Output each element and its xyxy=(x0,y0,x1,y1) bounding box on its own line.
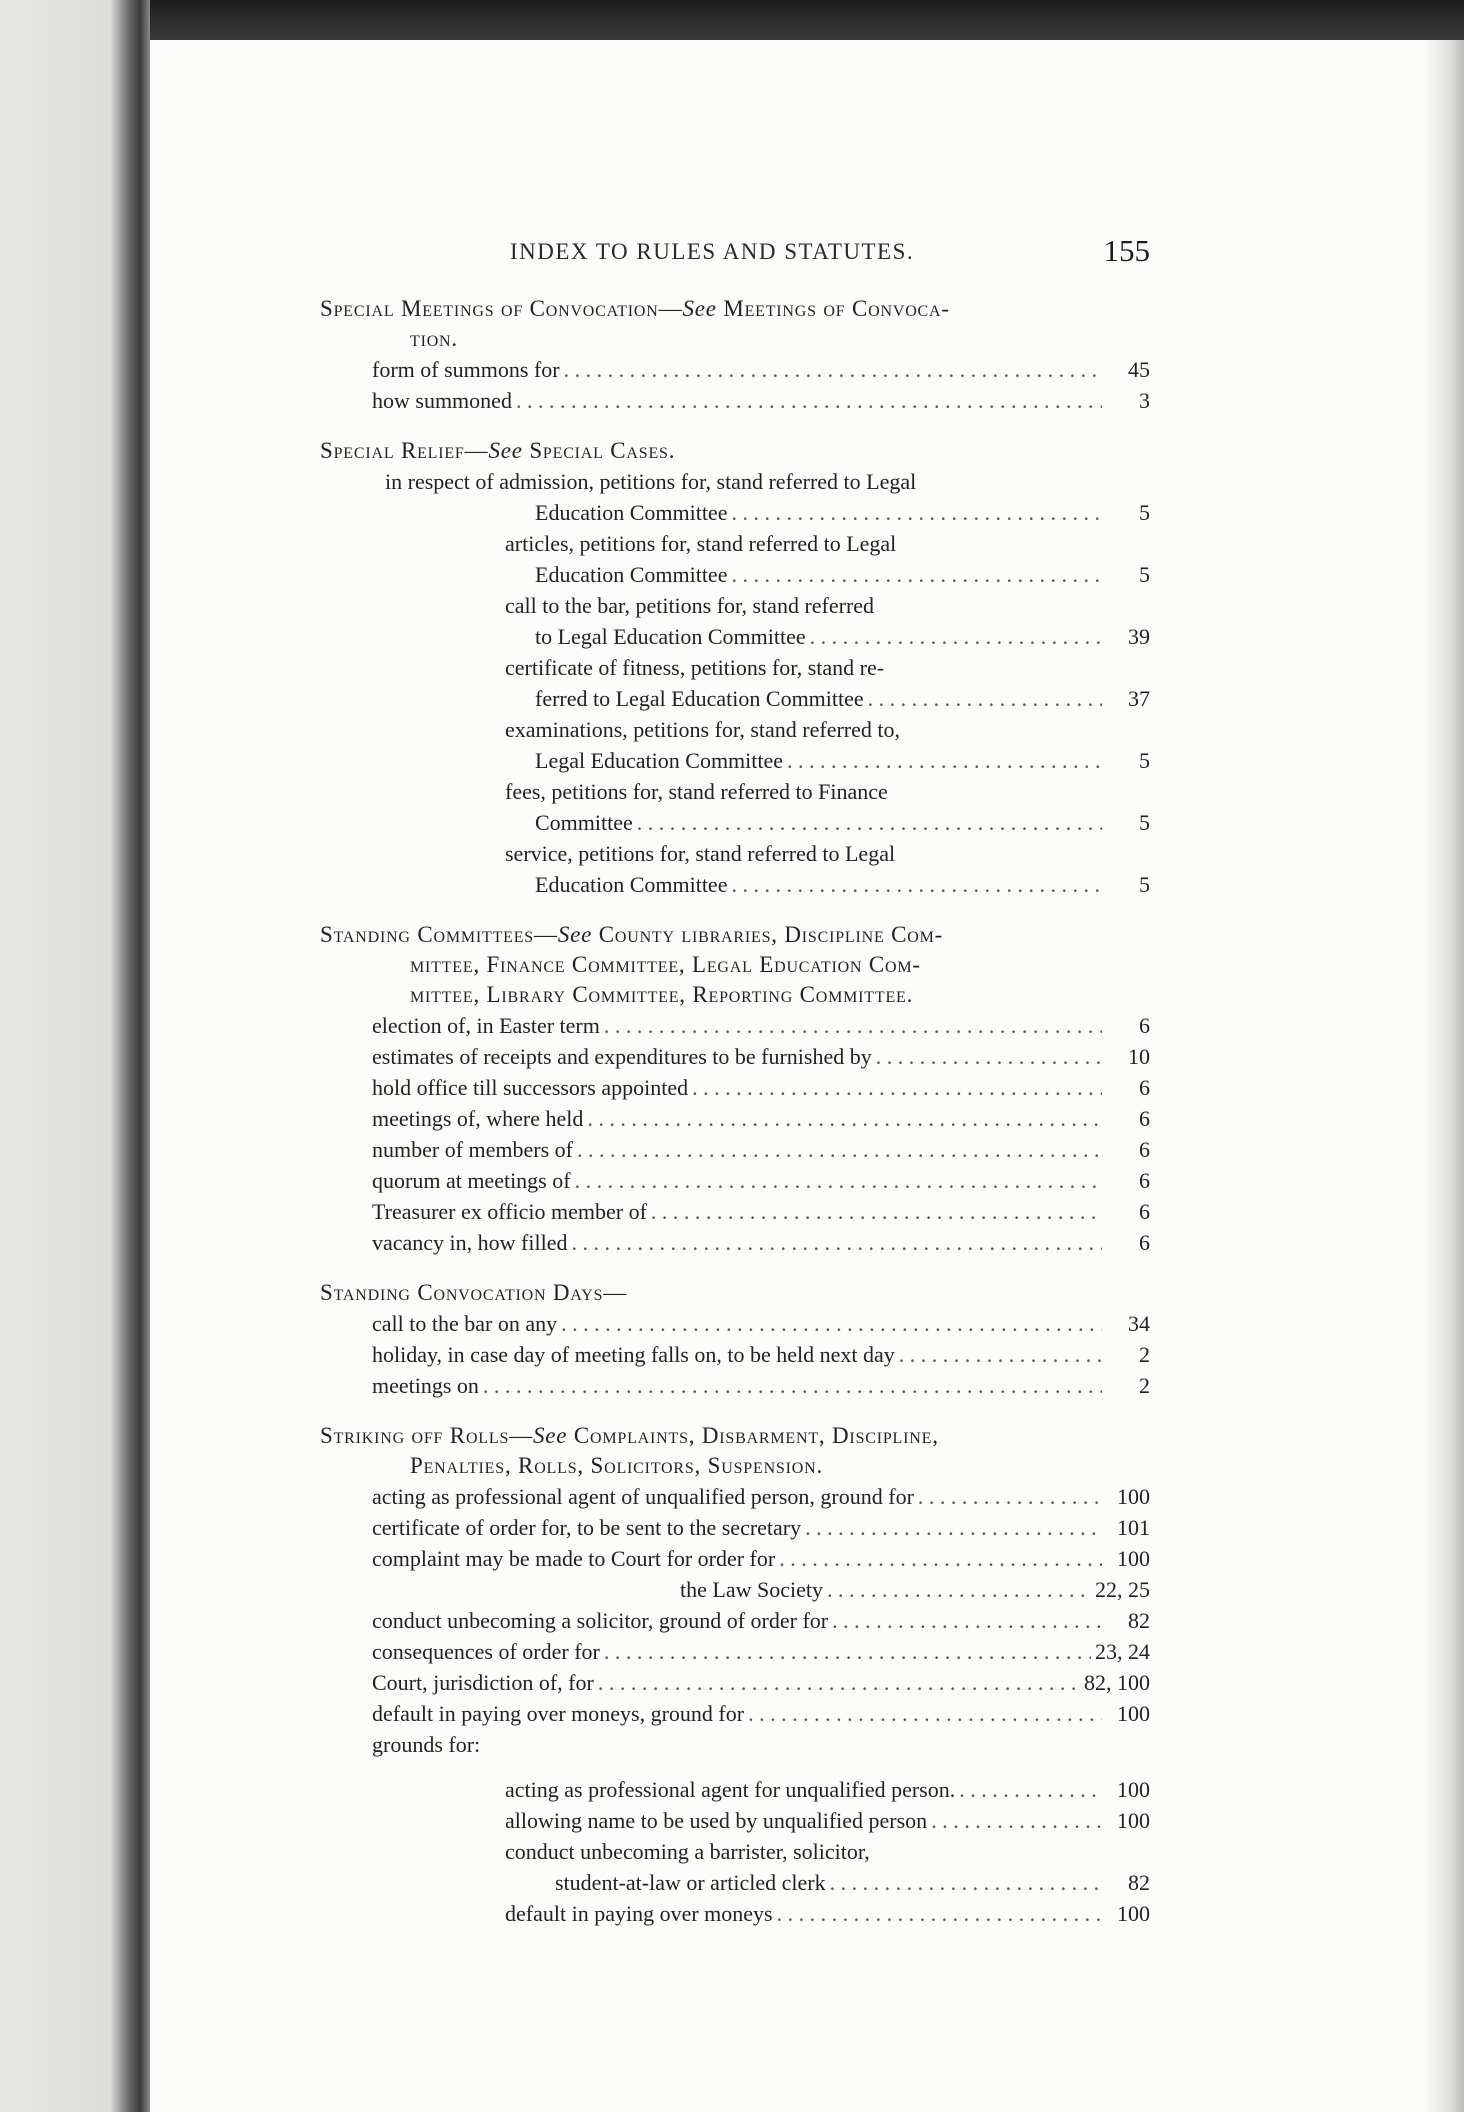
index-entry xyxy=(320,1010,1150,1041)
entry-page: 6 xyxy=(1139,1013,1150,1038)
dot-leader xyxy=(876,1041,1102,1072)
dot-leader xyxy=(572,1227,1103,1258)
entry-text: Court, jurisdiction of, for xyxy=(372,1670,594,1695)
heading-see-refs: Meetings of Convoca- xyxy=(723,296,950,321)
entry-text: acting as professional agent of unqualified person, ground for xyxy=(372,1484,914,1509)
index-entry xyxy=(320,1805,1150,1836)
relief-item-line1: certificate of fitness, petitions for, stand re- xyxy=(505,655,885,680)
relief-lead: in respect of admission, petitions for, stand referred to Legal xyxy=(385,469,917,494)
entry-text: vacancy in, how filled xyxy=(372,1230,568,1255)
dot-leader xyxy=(827,1574,1091,1605)
entry-text: meetings on xyxy=(372,1373,479,1398)
relief-item-line1: call to the bar, petitions for, stand referred xyxy=(505,593,875,618)
entry-page: 100 xyxy=(1117,1808,1150,1833)
dot-leader xyxy=(604,1010,1102,1041)
dot-leader xyxy=(731,869,1102,900)
index-entry xyxy=(320,1605,1150,1636)
entry-text: hold office till successors appointed xyxy=(372,1075,689,1100)
heading-main: Special Meetings of Convocation xyxy=(320,296,659,321)
entry-page: 6 xyxy=(1139,1137,1150,1162)
index-entry xyxy=(320,1370,1150,1401)
entry-page: 37 xyxy=(1128,686,1150,711)
entry-page: 6 xyxy=(1139,1168,1150,1193)
entry-page: 100 xyxy=(1117,1484,1150,1509)
scan-right-border xyxy=(1424,40,1464,2112)
index-entry xyxy=(320,1574,1150,1605)
entry-page: 6 xyxy=(1139,1199,1150,1224)
dot-leader xyxy=(564,354,1102,385)
dot-leader xyxy=(561,1308,1102,1339)
entry-page: 5 xyxy=(1139,810,1150,835)
entry-text: acting as professional agent for unqualified person. xyxy=(505,1777,956,1802)
entry-text: estimates of receipts and expenditures to be furnished by xyxy=(372,1044,872,1069)
index-entry xyxy=(320,1103,1150,1134)
section-heading: Special Relief—See Special Cases. xyxy=(320,438,676,463)
entry-text: conduct unbecoming a solicitor, ground of order for xyxy=(372,1608,829,1633)
index-entry xyxy=(320,1308,1150,1339)
heading-see: See xyxy=(557,922,593,947)
dot-leader xyxy=(483,1370,1102,1401)
entry-page: 100 xyxy=(1117,1901,1150,1926)
heading-see-refs: County libraries, Discipline Com- xyxy=(598,922,944,947)
index-entry xyxy=(320,1134,1150,1165)
entry-page: 34 xyxy=(1128,1311,1150,1336)
dot-leader xyxy=(805,1512,1102,1543)
dot-leader xyxy=(651,1196,1102,1227)
heading-continuation: Penalties, Rolls, Solicitors, Suspension. xyxy=(410,1453,824,1478)
index-entry xyxy=(320,1636,1150,1667)
dot-leader xyxy=(577,1134,1102,1165)
index-entry xyxy=(320,1667,1150,1698)
dot-leader xyxy=(587,1103,1102,1134)
section-heading: Special Meetings of Convocation—See Meetings of Convoca- tion. xyxy=(320,294,1150,354)
relief-item-line1: service, petitions for, stand referred to Legal xyxy=(505,841,896,866)
entry-page: 6 xyxy=(1139,1106,1150,1131)
entry-page: 22, 25 xyxy=(1095,1577,1150,1602)
index-entry xyxy=(320,1698,1150,1729)
dot-leader xyxy=(604,1636,1091,1667)
index-entry xyxy=(320,807,1150,838)
index-body xyxy=(320,294,1150,1929)
index-entry xyxy=(320,559,1150,590)
entry-page: 82 xyxy=(1128,1608,1150,1633)
entry-page: 3 xyxy=(1139,388,1150,413)
entry-page: 6 xyxy=(1139,1230,1150,1255)
entry-text: election of, in Easter term xyxy=(372,1013,600,1038)
entry-page: 82 xyxy=(1128,1870,1150,1895)
scan-top-border xyxy=(0,0,1464,40)
entry-text: holiday, in case day of meeting falls on, to be held next day xyxy=(372,1342,895,1367)
entry-page: 39 xyxy=(1128,624,1150,649)
heading-main: Special Relief xyxy=(320,438,465,463)
dot-leader xyxy=(731,497,1102,528)
heading-main: Striking off Rolls xyxy=(320,1423,510,1448)
index-entry xyxy=(320,683,1150,714)
index-entry xyxy=(320,1227,1150,1258)
heading-see: See xyxy=(532,1423,568,1448)
index-entry xyxy=(320,1898,1150,1929)
entry-text: Legal Education Committee xyxy=(535,748,784,773)
index-entry xyxy=(320,1196,1150,1227)
entry-page: 100 xyxy=(1117,1546,1150,1571)
entry-page: 6 xyxy=(1139,1075,1150,1100)
entry-text: Treasurer ex officio member of xyxy=(372,1199,647,1224)
index-entry xyxy=(320,1072,1150,1103)
heading-main: Standing Committees xyxy=(320,922,535,947)
index-entry xyxy=(320,1774,1150,1805)
entry-page: 10 xyxy=(1128,1044,1150,1069)
entry-text: to Legal Education Committee xyxy=(535,624,806,649)
entry-text: how summoned xyxy=(372,388,512,413)
heading-main: Standing Convocation Days— xyxy=(320,1280,628,1305)
entry-page: 2 xyxy=(1139,1342,1150,1367)
heading-see-refs: Complaints, Disbarment, Discipline, xyxy=(573,1423,939,1448)
dot-leader xyxy=(779,1543,1102,1574)
dot-leader xyxy=(868,683,1102,714)
entry-text: certificate of order for, to be sent to the secretary xyxy=(372,1515,802,1540)
relief-item-line1: articles, petitions for, stand referred to Legal xyxy=(505,531,897,556)
index-entry xyxy=(320,1041,1150,1072)
entry-text: form of summons for xyxy=(372,357,560,382)
entry-text: consequences of order for xyxy=(372,1639,600,1664)
entry-text: quorum at meetings of xyxy=(372,1168,571,1193)
entry-text: complaint may be made to Court for order for xyxy=(372,1546,776,1571)
spacer xyxy=(320,1760,1150,1774)
entry-page: 100 xyxy=(1117,1701,1150,1726)
grounds-label: grounds for: xyxy=(372,1732,481,1757)
dot-leader xyxy=(931,1805,1102,1836)
dot-leader xyxy=(598,1667,1080,1698)
section-heading: Standing Committees—See County libraries, Discipline Com- mittee, Finance Committee, Legal Education Com- mittee, Library Committee, Reporting Committee. xyxy=(320,920,1150,1010)
index-entry xyxy=(320,1165,1150,1196)
entry-text: default in paying over moneys xyxy=(505,1901,773,1926)
dot-leader xyxy=(516,385,1102,416)
dot-leader xyxy=(637,807,1102,838)
entry-page: 23, 24 xyxy=(1095,1639,1150,1664)
index-entry xyxy=(320,497,1150,528)
entry-text: Education Committee xyxy=(535,562,728,587)
running-head xyxy=(510,233,1150,277)
entry-text: allowing name to be used by unqualified person xyxy=(505,1808,928,1833)
dot-leader xyxy=(692,1072,1102,1103)
index-entry xyxy=(320,621,1150,652)
entry-page: 5 xyxy=(1139,748,1150,773)
index-entry xyxy=(320,354,1150,385)
index-entry xyxy=(320,869,1150,900)
dot-leader xyxy=(575,1165,1102,1196)
relief-item-line1: fees, petitions for, stand referred to Finance xyxy=(505,779,888,804)
dot-leader xyxy=(787,745,1102,776)
entry-text: meetings of, where held xyxy=(372,1106,584,1131)
grounds-item-line1: conduct unbecoming a barrister, solicitor, xyxy=(505,1839,870,1864)
entry-page: 45 xyxy=(1128,357,1150,382)
heading-see-refs: Special Cases. xyxy=(529,438,676,463)
entry-text: call to the bar on any xyxy=(372,1311,558,1336)
dot-leader xyxy=(899,1339,1102,1370)
entry-text: ferred to Legal Education Committee xyxy=(535,686,864,711)
section-heading xyxy=(320,1278,1150,1308)
entry-page: 5 xyxy=(1139,562,1150,587)
dot-leader xyxy=(832,1605,1102,1636)
entry-page: 100 xyxy=(1117,1777,1150,1802)
running-title: INDEX TO RULES AND STATUTES. xyxy=(510,239,915,264)
entry-text: number of members of xyxy=(372,1137,573,1162)
entry-page: 101 xyxy=(1117,1515,1150,1540)
index-entry xyxy=(320,1867,1150,1898)
heading-continuation: mittee, Finance Committee, Legal Education Com- xyxy=(410,952,921,977)
dot-leader xyxy=(810,621,1102,652)
heading-see: See xyxy=(682,296,717,321)
index-entry xyxy=(320,1339,1150,1370)
entry-page: 82, 100 xyxy=(1084,1670,1150,1695)
index-entry xyxy=(320,745,1150,776)
index-entry xyxy=(320,1481,1150,1512)
dot-leader xyxy=(830,1867,1102,1898)
heading-see: See xyxy=(488,438,523,463)
index-entry xyxy=(320,1543,1150,1574)
entry-text: student-at-law or articled clerk xyxy=(555,1870,826,1895)
dot-leader xyxy=(777,1898,1102,1929)
heading-continuation: mittee, Library Committee, Reporting Committee. xyxy=(410,982,914,1007)
entry-text: Education Committee xyxy=(535,500,728,525)
index-entry xyxy=(320,385,1150,416)
dot-leader xyxy=(959,1774,1102,1805)
heading-continuation: tion. xyxy=(410,326,458,351)
section-heading: Striking off Rolls—See Complaints, Disbarment, Discipline, Penalties, Rolls, Solicitors, Suspension. xyxy=(320,1421,1150,1481)
index-entry xyxy=(320,1512,1150,1543)
dot-leader xyxy=(731,559,1102,590)
entry-page: 2 xyxy=(1139,1373,1150,1398)
entry-text: the Law Society xyxy=(680,1577,823,1602)
entry-text: default in paying over moneys, ground for xyxy=(372,1701,745,1726)
scan-left-border xyxy=(0,0,150,2112)
page-number: 155 xyxy=(1103,233,1150,268)
entry-page: 5 xyxy=(1139,872,1150,897)
dot-leader xyxy=(918,1481,1102,1512)
entry-text: Committee xyxy=(535,810,633,835)
dot-leader xyxy=(748,1698,1102,1729)
relief-item-line1: examinations, petitions for, stand referred to, xyxy=(505,717,901,742)
entry-page: 5 xyxy=(1139,500,1150,525)
entry-text: Education Committee xyxy=(535,872,728,897)
